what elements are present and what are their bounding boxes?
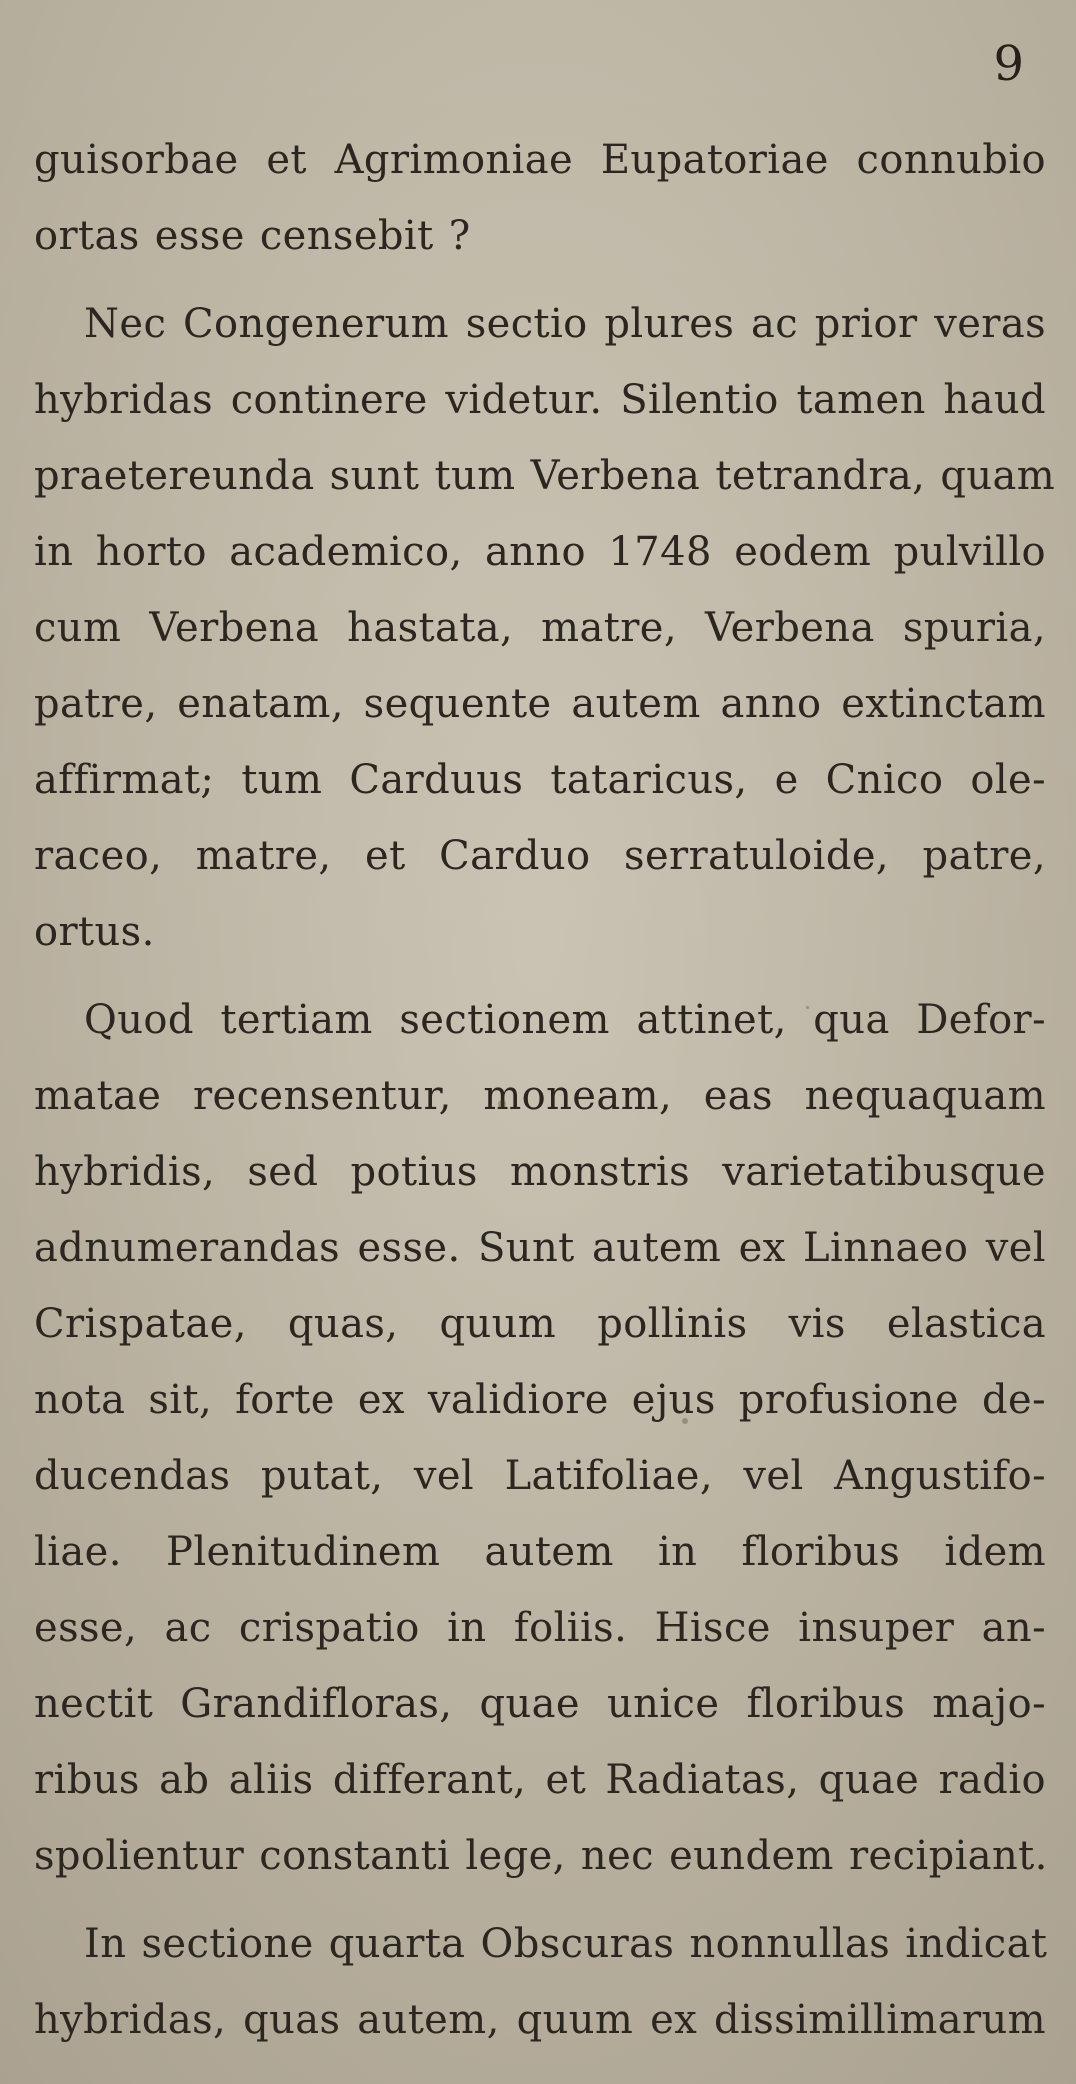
text-line: ortus.	[34, 909, 155, 955]
text-line: spolientur constanti lege, nec eundem recipiant.	[34, 1833, 1048, 1879]
text-line: matae recensentur, moneam, eas nequaquam	[34, 1073, 1046, 1119]
text-line: Quod tertiam sectionem attinet, qua Defor-	[84, 997, 1046, 1043]
ink-speck	[806, 1006, 809, 1009]
text-line: patre, enatam, sequente autem anno extinctam	[34, 681, 1046, 727]
text-line: nectit Grandifloras, quae unice floribus majo-	[34, 1681, 1046, 1727]
text-line: raceo, matre, et Carduo serratuloide, patre,	[34, 833, 1046, 879]
text-line: affirmat; tum Carduus tataricus, e Cnico ole-	[34, 757, 1046, 803]
text-line: hybridas, quas autem, quum ex dissimillimarum	[34, 1997, 1046, 2043]
text-line: adnumerandas esse. Sunt autem ex Linnaeo vel	[34, 1225, 1046, 1271]
text-line: praetereunda sunt tum Verbena tetrandra, quam	[34, 453, 1056, 499]
text-line: hybridis, sed potius monstris varietatibusque	[34, 1149, 1046, 1195]
ink-speck	[318, 1318, 323, 1323]
page-number: 9	[993, 36, 1024, 92]
text-line: ducendas putat, vel Latifoliae, vel Angustifo-	[34, 1453, 1046, 1499]
paragraph	[34, 982, 1046, 1894]
text-line: esse, ac crispatio in foliis. Hisce insuper an-	[34, 1605, 1046, 1651]
ink-speck	[682, 1418, 688, 1424]
text-line: In sectione quarta Obscuras nonnullas indicat	[84, 1921, 1048, 1967]
text-line: liae. Plenitudinem autem in floribus idem	[34, 1529, 1046, 1575]
text-line: in horto academico, anno 1748 eodem pulvillo	[34, 529, 1046, 575]
text-line: Crispatae, quas, quum pollinis vis elastica	[34, 1301, 1046, 1347]
ink-speck	[498, 1100, 506, 1108]
text-line: Nec Congenerum sectio plures ac prior veras	[84, 301, 1046, 347]
paragraph	[34, 286, 1056, 970]
text-line: ribus ab aliis differant, et Radiatas, quae radio	[34, 1757, 1046, 1803]
text-line: cum Verbena hastata, matre, Verbena spuria,	[34, 605, 1046, 651]
text-line: nota sit, forte ex validiore ejus profusione de-	[34, 1377, 1046, 1423]
text-line: ortas esse censebit ?	[34, 213, 471, 259]
paragraph	[34, 122, 1046, 274]
text-line: hybridas continere videtur. Silentio tamen haud	[34, 377, 1046, 423]
body-text	[34, 122, 1056, 2058]
text-line: guisorbae et Agrimoniae Eupatoriae connubio	[34, 137, 1046, 183]
paragraph	[34, 1906, 1046, 2058]
